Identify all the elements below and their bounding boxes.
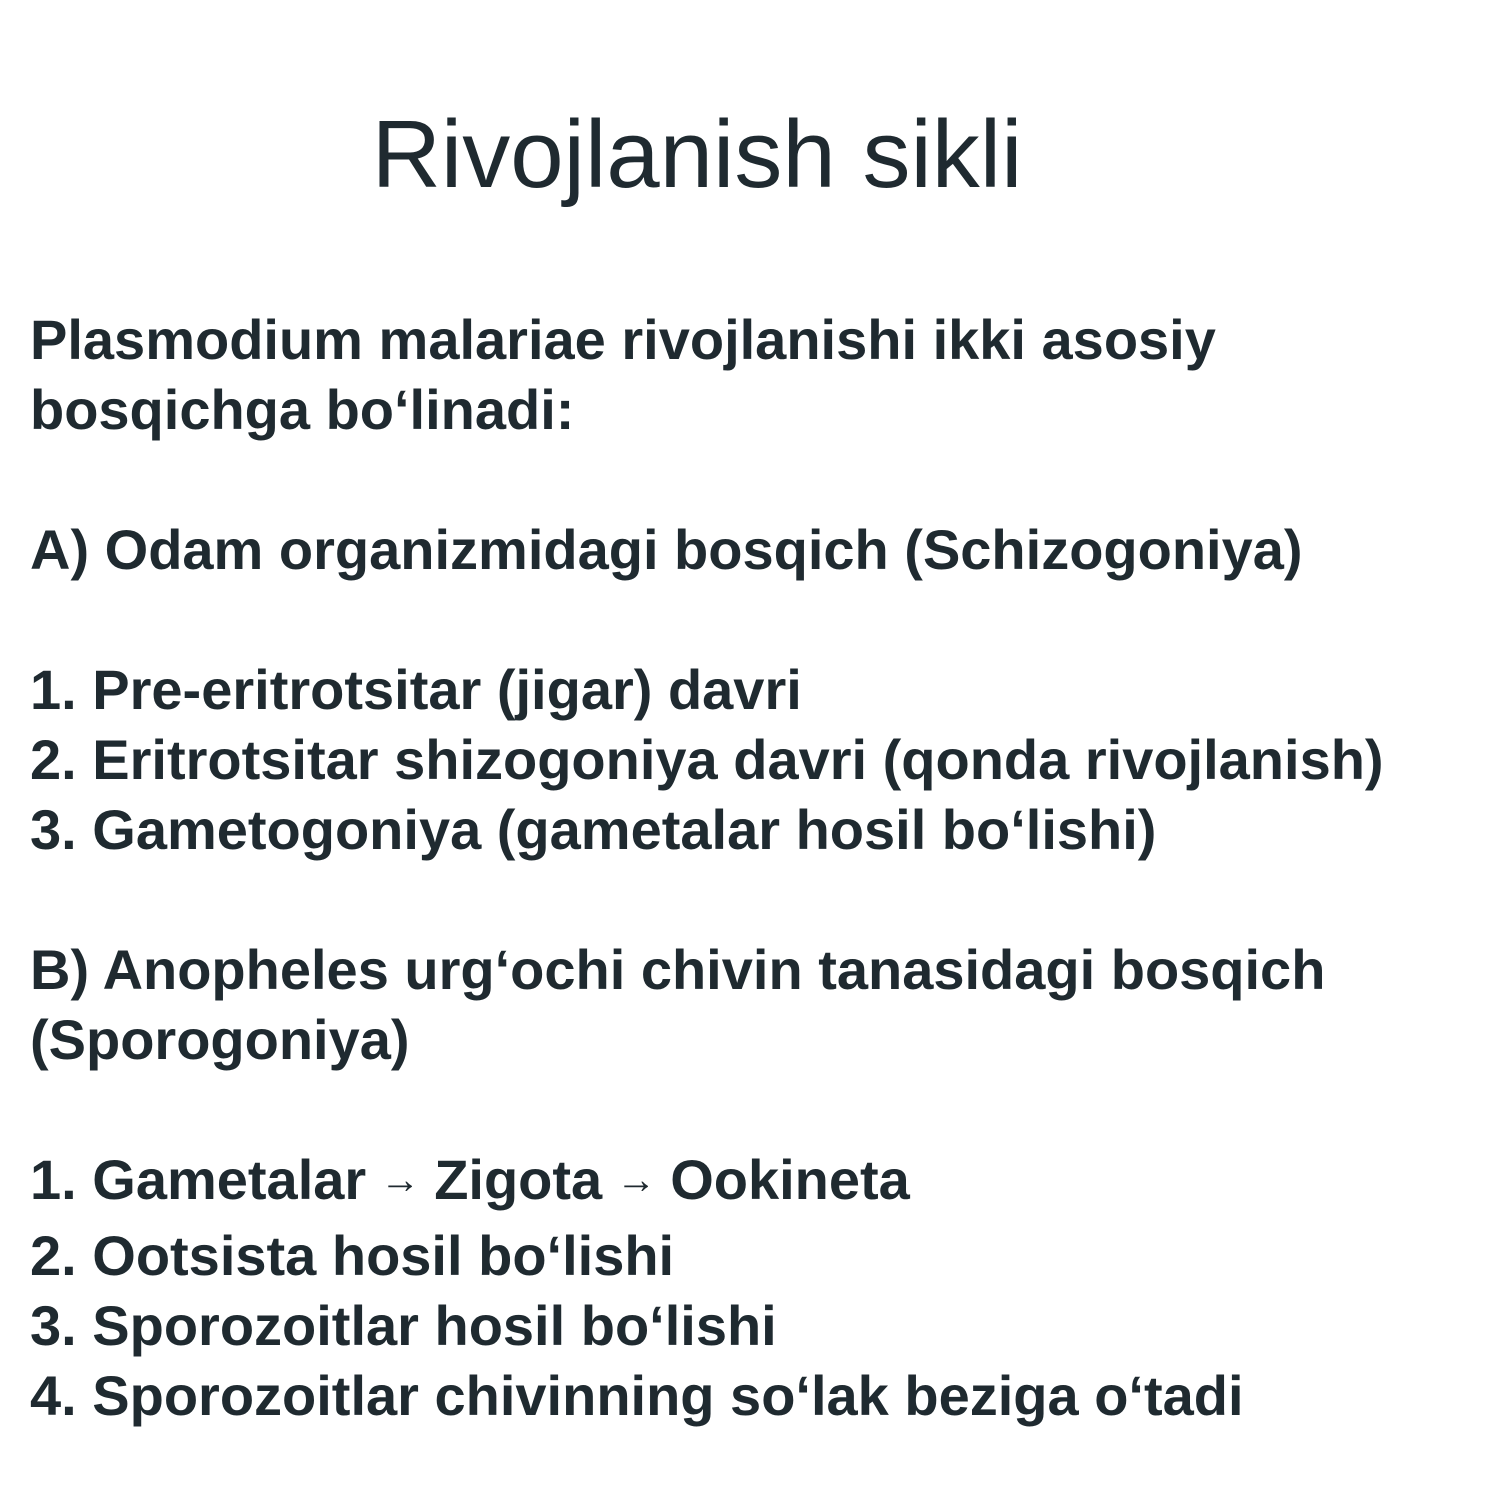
section-a-heading: A) Odam organizmidagi bosqich (Schizogoniya) bbox=[30, 518, 1303, 581]
intro-line-1: Plasmodium malariae rivojlanishi ikki asosiy bbox=[30, 308, 1216, 371]
arrow-right-icon: → bbox=[616, 1158, 657, 1202]
section-b-heading-line-2: (Sporogoniya) bbox=[30, 1008, 410, 1071]
arrow-right-icon: → bbox=[380, 1158, 421, 1202]
spacer bbox=[30, 445, 1470, 515]
section-b-item-4: 4. Sporozoitlar chivinning so‘lak beziga o‘tadi bbox=[30, 1364, 1244, 1427]
item-1-middle: Zigota bbox=[434, 1148, 603, 1211]
section-b-item-2: 2. Ootsista hosil bo‘lishi bbox=[30, 1224, 675, 1287]
section-b-item-1 bbox=[30, 1145, 1470, 1221]
section-a-item-1: 1. Pre-eritrotsitar (jigar) davri bbox=[30, 658, 802, 721]
page-title: Rivojlanish sikli bbox=[371, 101, 1023, 208]
section-a-item-3: 3. Gametogoniya (gametalar hosil bo‘lishi) bbox=[30, 798, 1157, 861]
item-1-end: Ookineta bbox=[670, 1148, 910, 1211]
item-1-prefix: 1. Gametalar bbox=[30, 1148, 367, 1211]
slide-body bbox=[30, 305, 1470, 1431]
spacer bbox=[30, 865, 1470, 935]
spacer bbox=[30, 1075, 1470, 1145]
intro-line-2: bosqichga bo‘linadi: bbox=[30, 378, 575, 441]
spacer bbox=[30, 585, 1470, 655]
section-b-heading-line-1: B) Anopheles urg‘ochi chivin tanasidagi bosqich bbox=[30, 938, 1326, 1001]
section-b-item-3: 3. Sporozoitlar hosil bo‘lishi bbox=[30, 1294, 777, 1357]
section-a-item-2: 2. Eritrotsitar shizogoniya davri (qonda rivojlanish) bbox=[30, 728, 1384, 791]
